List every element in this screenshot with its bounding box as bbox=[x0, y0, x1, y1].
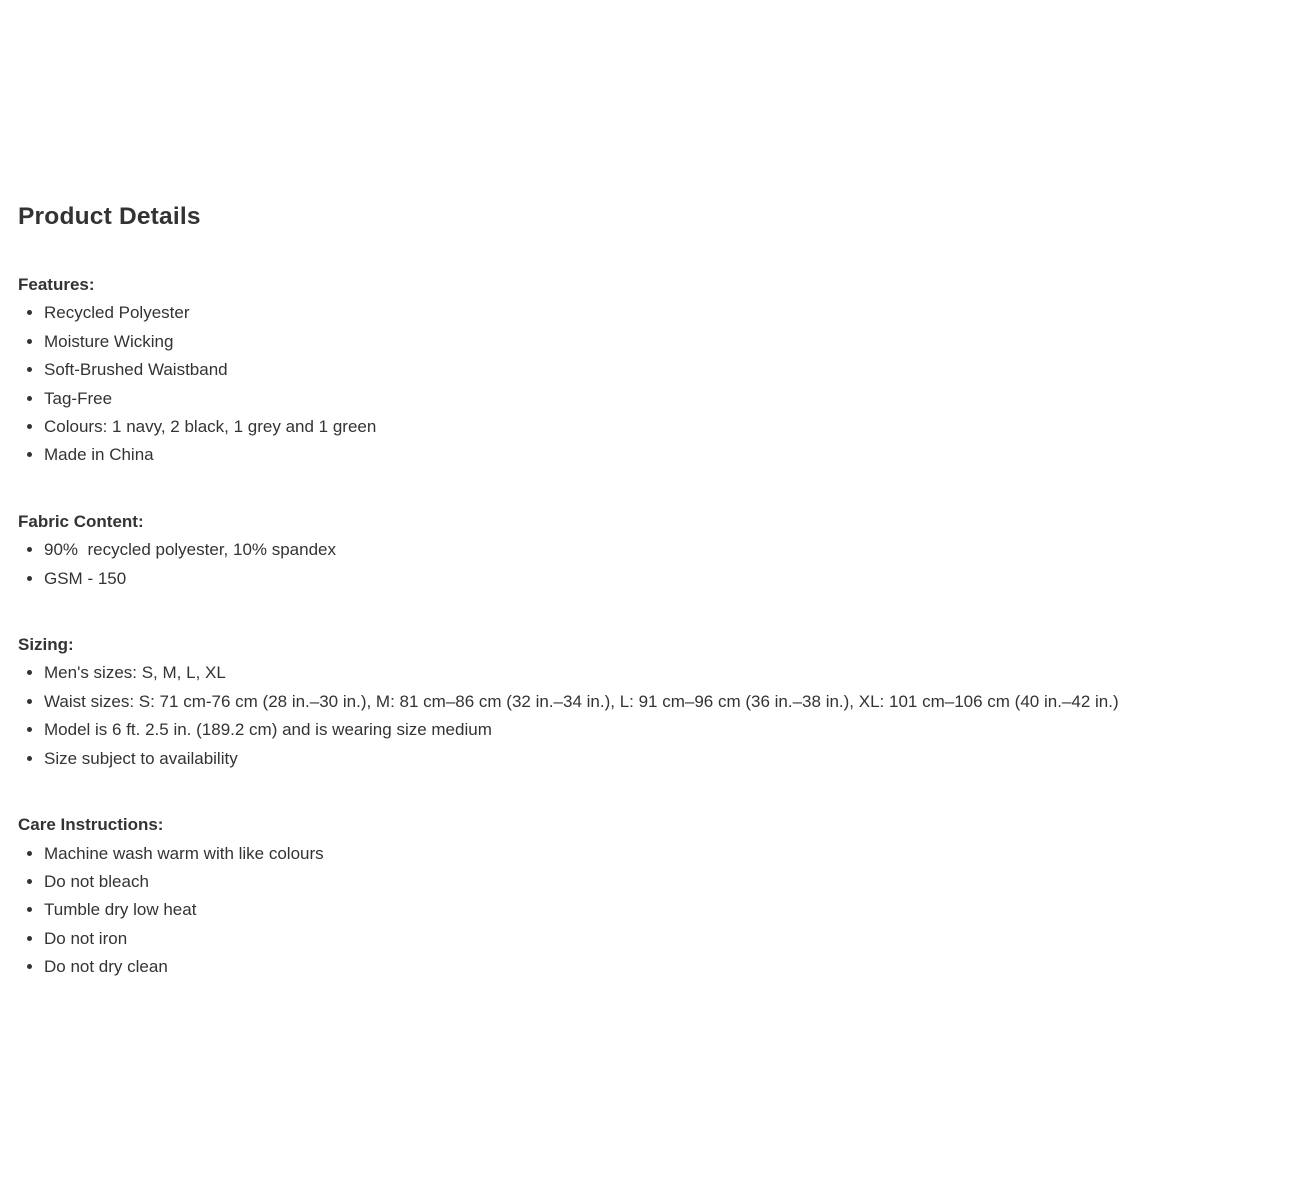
list-item: • Colours: 1 navy, 2 black, 1 grey and 1 green bbox=[44, 413, 1309, 441]
list-item: • Recycled Polyester bbox=[44, 299, 1309, 327]
spec-section bbox=[18, 631, 1309, 773]
spec-section bbox=[18, 271, 1309, 470]
section-heading: Sizing: bbox=[18, 635, 74, 655]
section-heading: Features: bbox=[18, 275, 95, 294]
bullet-list bbox=[18, 840, 1309, 982]
list-item: • Do not bleach bbox=[44, 868, 1309, 896]
list-item: • Soft-Brushed Waistband bbox=[44, 356, 1309, 384]
list-item: • GSM - 150 bbox=[44, 565, 1309, 593]
spec-section bbox=[18, 811, 1309, 981]
list-item: • Tumble dry low heat bbox=[44, 896, 1309, 924]
spec-sections-container bbox=[18, 271, 1309, 982]
list-item: • 90% recycled polyester, 10% spandex bbox=[44, 536, 1309, 564]
list-item: • Model is 6 ft. 2.5 in. (189.2 cm) and is wearing size medium bbox=[44, 716, 1309, 744]
section-heading: Care Instructions: bbox=[18, 815, 164, 835]
bullet-list bbox=[18, 659, 1309, 773]
page-title: Product Details bbox=[18, 203, 201, 230]
list-item: • Do not iron bbox=[44, 925, 1309, 953]
list-item: • Moisture Wicking bbox=[44, 328, 1309, 356]
bullet-list bbox=[18, 536, 1309, 593]
list-item: • Do not dry clean bbox=[44, 953, 1309, 981]
section-heading: Fabric Content: bbox=[18, 511, 144, 531]
list-item: • Size subject to availability bbox=[44, 745, 1309, 773]
list-item: • Men's sizes: S, M, L, XL bbox=[44, 659, 1309, 687]
list-item: • Made in China bbox=[44, 441, 1309, 469]
spec-section bbox=[18, 508, 1309, 593]
list-item: • Waist sizes: S: 71 cm-76 cm (28 in.–30 in.), M: 81 cm–86 cm (32 in.–34 in.), L: 91 cm–96 cm (36 in.–38 in.), XL: 101 cm–106 cm (40 in.–42 in.) bbox=[44, 688, 1309, 716]
bullet-list bbox=[18, 299, 1309, 469]
list-item: • Machine wash warm with like colours bbox=[44, 840, 1309, 868]
list-item: • Tag-Free bbox=[44, 385, 1309, 413]
